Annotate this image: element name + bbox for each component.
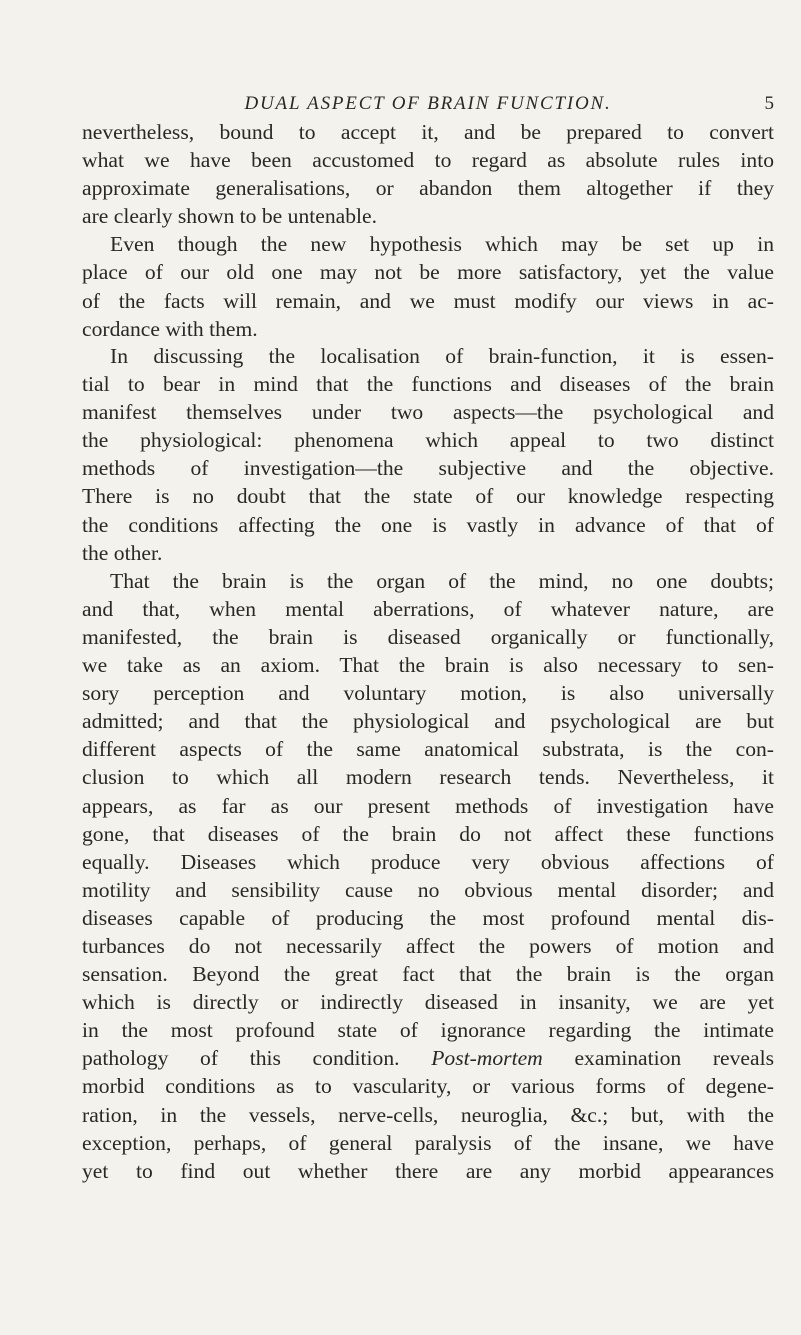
text-line: morbid conditions as to vascularity, or various forms of degene- bbox=[82, 1074, 774, 1099]
text-line: diseases capable of producing the most profound mental dis- bbox=[82, 905, 774, 930]
text-line: different aspects of the same anatomical substrata, is the con- bbox=[82, 737, 774, 762]
text-segment: pathology of this condition. bbox=[82, 1046, 400, 1071]
text-segment: examination reveals bbox=[574, 1046, 774, 1071]
text-line: clusion to which all modern research tends. Nevertheless, it bbox=[82, 765, 774, 790]
text-line: exception, perhaps, of general paralysis of the insane, we have bbox=[82, 1130, 774, 1155]
text-line: tial to bear in mind that the functions and diseases of the brain bbox=[82, 372, 774, 397]
paragraph-block-2 bbox=[82, 342, 774, 1185]
text-line: admitted; and that the physiological and psychological are but bbox=[82, 709, 774, 734]
text-line: appears, as far as our present methods of investigation have bbox=[82, 793, 774, 818]
text-line: in the most profound state of ignorance regarding the intimate bbox=[82, 1018, 774, 1043]
text-line: approximate generalisations, or abandon them altogether if they bbox=[82, 176, 774, 201]
text-line: the conditions affecting the one is vastly in advance of that of bbox=[82, 512, 774, 537]
text-line: nevertheless, bound to accept it, and be prepared to convert bbox=[82, 120, 774, 144]
page-number: 5 bbox=[764, 93, 774, 114]
text-line: are clearly shown to be untenable. bbox=[82, 204, 377, 229]
text-line: of the facts will remain, and we must modify our views in ac- bbox=[82, 288, 774, 313]
text-line: the physiological: phenomena which appeal to two distinct bbox=[82, 428, 774, 453]
text-line: we take as an axiom. That the brain is also necessary to sen- bbox=[82, 653, 774, 678]
running-title: DUAL ASPECT OF BRAIN FUNCTION. bbox=[244, 93, 612, 114]
text-line: which is directly or indirectly diseased in insanity, we are yet bbox=[82, 990, 774, 1015]
paragraph-block-1 bbox=[82, 118, 774, 343]
text-line: motility and sensibility cause no obvious mental disorder; and bbox=[82, 877, 774, 902]
running-head bbox=[82, 90, 774, 118]
text-line: That the brain is the organ of the mind, no one doubts; bbox=[110, 568, 774, 593]
text-line: manifested, the brain is diseased organically or functionally, bbox=[82, 624, 774, 649]
text-line: what we have been accustomed to regard as absolute rules into bbox=[82, 148, 774, 173]
text-line: methods of investigation—the subjective and the objective. bbox=[82, 456, 774, 481]
italic-phrase: Post-mortem bbox=[431, 1046, 543, 1071]
text-line-mixed bbox=[82, 1044, 774, 1072]
text-line: In discussing the localisation of brain-function, it is essen- bbox=[110, 344, 774, 368]
text-line: yet to find out whether there are any morbid appearances bbox=[82, 1158, 774, 1183]
text-line: cordance with them. bbox=[82, 316, 258, 341]
text-line: manifest themselves under two aspects—the psychological and bbox=[82, 400, 774, 425]
text-line: and that, when mental aberrations, of whatever nature, are bbox=[82, 596, 774, 621]
text-line: There is no doubt that the state of our knowledge respecting bbox=[82, 484, 774, 509]
text-line: Even though the new hypothesis which may be set up in bbox=[110, 232, 774, 257]
text-line: the other. bbox=[82, 540, 163, 565]
text-line: gone, that diseases of the brain do not affect these functions bbox=[82, 821, 774, 846]
text-line: sory perception and voluntary motion, is also universally bbox=[82, 681, 774, 706]
text-line: sensation. Beyond the great fact that the brain is the organ bbox=[82, 962, 774, 987]
text-line: turbances do not necessarily affect the powers of motion and bbox=[82, 933, 774, 958]
text-line: ration, in the vessels, nerve-cells, neuroglia, &c.; but, with the bbox=[82, 1102, 774, 1127]
text-line: place of our old one may not be more satisfactory, yet the value bbox=[82, 260, 774, 285]
text-line: equally. Diseases which produce very obvious affections of bbox=[82, 849, 774, 874]
